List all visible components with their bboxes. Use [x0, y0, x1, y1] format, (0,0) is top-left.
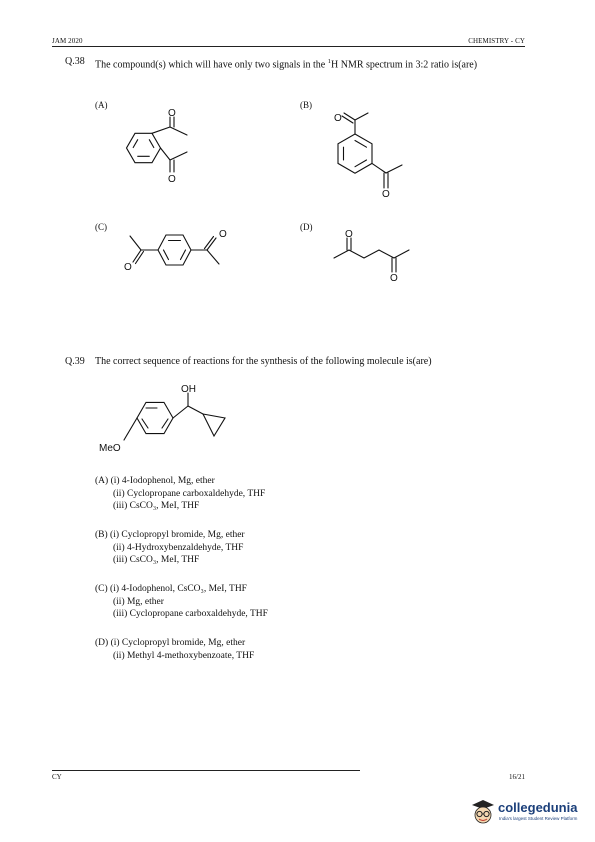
logo-name: collegedunia — [498, 800, 578, 815]
cyclopropyl-ring — [203, 414, 225, 436]
q38-text: The compound(s) which will have only two signals in the $^1$H NMR spectrum in 3:2 ratio is(are) — [95, 58, 478, 71]
q38-label-d: (D) — [300, 222, 313, 232]
logo-tagline: India's largest Student Review Platform — [499, 816, 578, 821]
q39-option-d: (D) (i) Cyclopropyl bromide, Mg, ether (ii) Methyl 4-methoxybenzoate, THF — [95, 638, 255, 661]
atom-o-b1: O — [334, 113, 342, 124]
structure-b — [338, 113, 402, 188]
atom-o-c2: O — [219, 229, 227, 240]
benzene-ring-a — [127, 133, 161, 162]
atom-o-d1: O — [345, 229, 353, 240]
header-left: JAM 2020 — [52, 37, 83, 45]
q39-number: Q.39 — [65, 356, 85, 367]
benzene-ring-q39 — [137, 402, 173, 433]
q39-option-a: (A) (i) 4-Iodophenol, Mg, ether (ii) Cyclopropane carboxaldehyde, THF (iii) CsCO₃, MeI, THF — [95, 476, 266, 511]
footer-rule — [52, 770, 360, 771]
structure-d — [334, 238, 409, 272]
q39-option-b: (B) (i) Cyclopropyl bromide, Mg, ether (ii) 4-Hydroxybenzaldehyde, THF (iii) CsCO₃, MeI, THF — [95, 530, 245, 565]
atom-o-a2: O — [168, 174, 176, 185]
header-right: CHEMISTRY - CY — [468, 37, 525, 45]
acyl-bond-top — [152, 127, 170, 133]
acyl-bond-bottom — [161, 148, 171, 160]
atom-o-d2: O — [390, 273, 398, 284]
q38-label-b: (B) — [300, 100, 312, 110]
atom-oh: OH — [181, 384, 196, 395]
structure-c — [130, 235, 219, 265]
structure-a — [127, 117, 188, 172]
q38-label-a: (A) — [95, 100, 108, 110]
footer-page-number: 16/21 — [509, 773, 525, 781]
q39-option-c: (C) (i) 4-Iodophenol, CsCO₃, MeI, THF (ii) Mg, ether (iii) Cyclopropane carboxaldehyde, THF — [95, 584, 268, 619]
q38-number: Q.38 — [65, 56, 85, 67]
atom-o-a1: O — [168, 108, 176, 119]
footer-left: CY — [52, 773, 62, 781]
atom-o-b2: O — [382, 189, 390, 200]
atom-o-c1: O — [124, 262, 132, 273]
collegedunia-logo — [468, 795, 586, 827]
q38-sup: 1 — [327, 58, 331, 65]
atom-meo: MeO — [99, 443, 121, 454]
q39-molecule — [124, 393, 225, 440]
q38-label-c: (C) — [95, 222, 107, 232]
logo-mascot-icon — [468, 797, 498, 827]
q39-text: The correct sequence of reactions for the synthesis of the following molecule is(are) — [95, 356, 432, 367]
